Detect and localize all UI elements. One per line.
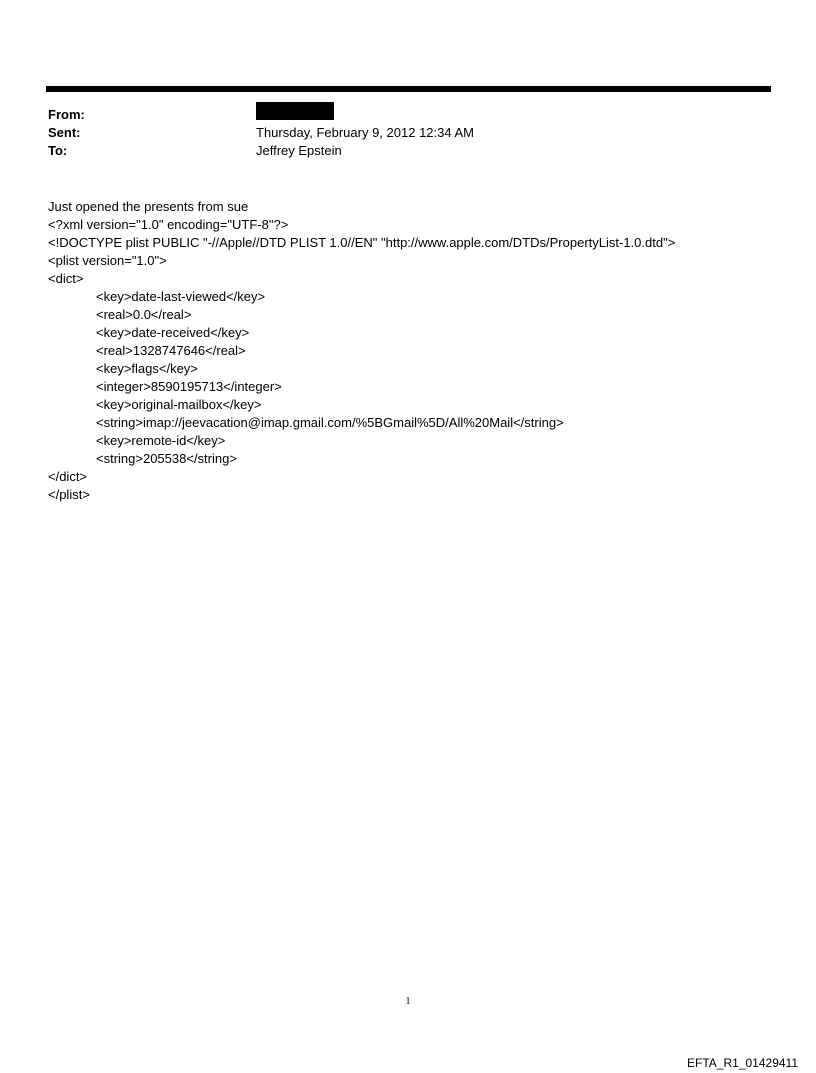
- from-row: [48, 106, 748, 124]
- body-line: <key>original-mailbox</key>: [96, 397, 262, 412]
- body-line: </dict>: [48, 469, 88, 484]
- body-line: <key>flags</key>: [96, 361, 198, 376]
- body-line: <?xml version="1.0" encoding="UTF-8"?>: [48, 217, 289, 232]
- body-line: Just opened the presents from sue: [48, 199, 249, 214]
- from-label: From:: [48, 107, 85, 122]
- redaction-box: [256, 102, 334, 120]
- bates-number: EFTA_R1_01429411: [687, 1056, 798, 1070]
- body-line: <string>205538</string>: [96, 451, 237, 466]
- page-number: 1: [405, 996, 411, 1007]
- sent-label: Sent:: [48, 125, 81, 140]
- body-line: <dict>: [48, 271, 84, 286]
- sent-value: Thursday, February 9, 2012 12:34 AM: [256, 125, 474, 140]
- body-line: <string>imap://jeevacation@imap.gmail.com/%5BGmail%5D/All%20Mail</string>: [96, 415, 564, 430]
- header-rule: [46, 86, 771, 92]
- body-line: <key>remote-id</key>: [96, 433, 226, 448]
- email-header: [48, 106, 748, 160]
- body-line: </plist>: [48, 487, 90, 502]
- email-body: [48, 198, 788, 504]
- body-line: <plist version="1.0">: [48, 253, 167, 268]
- body-line: <key>date-last-viewed</key>: [96, 289, 266, 304]
- to-row: [48, 142, 748, 160]
- sent-row: [48, 124, 748, 142]
- body-line: <real>0.0</real>: [96, 307, 192, 322]
- body-line: <key>date-received</key>: [96, 325, 250, 340]
- body-line: <integer>8590195713</integer>: [96, 379, 282, 394]
- to-label: To:: [48, 143, 68, 158]
- body-line: <real>1328747646</real>: [96, 343, 246, 358]
- to-value: Jeffrey Epstein: [256, 143, 342, 158]
- body-line: <!DOCTYPE plist PUBLIC "-//Apple//DTD PLIST 1.0//EN" "http://www.apple.com/DTDs/PropertyList-1.0.dtd">: [48, 235, 676, 250]
